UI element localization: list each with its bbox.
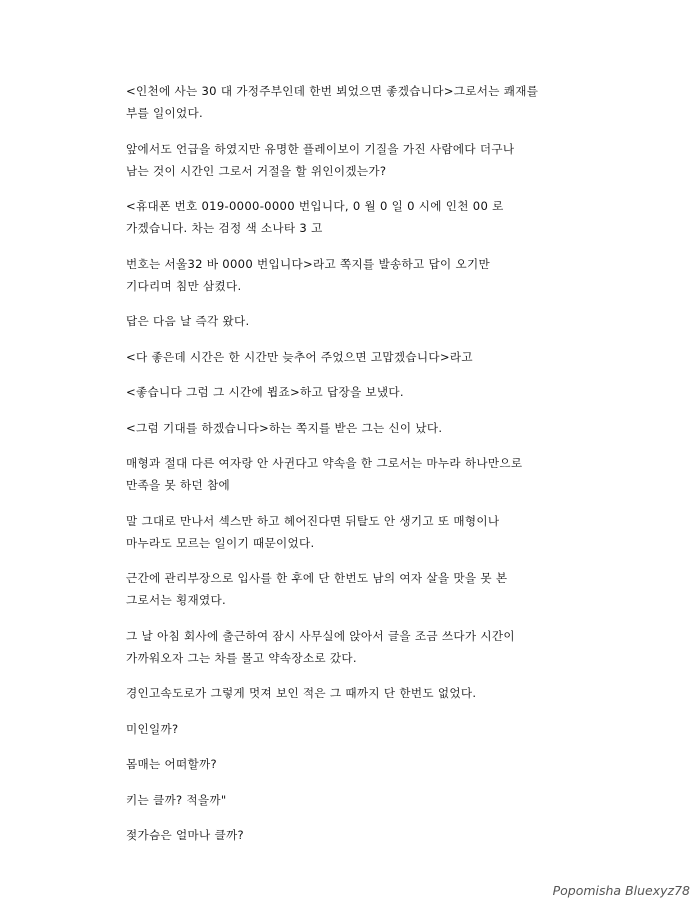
paragraph (126, 346, 586, 368)
document-body (126, 80, 586, 860)
text-line: 기다리며 침만 삼켰다. (126, 278, 242, 293)
text-line: 남는 것이 시간인 그로서 거절을 할 위인이겠는가? (126, 163, 387, 178)
text-line: 미인일까? (126, 721, 179, 736)
paragraph (126, 452, 586, 496)
text-line: 매형과 절대 다른 여자랑 안 사귄다고 약속을 한 그로서는 마누라 하나만으로 (126, 456, 523, 470)
text-line: 키는 클까? 적을까" (126, 792, 227, 807)
text-line: <다 좋은데 시간은 한 시간만 늦추어 주었으면 고맙겠습니다>라고 (126, 349, 473, 364)
text-line: <좋습니다 그럼 그 시간에 뵙죠>하고 답장을 보냈다. (126, 385, 404, 399)
text-line: 그 날 아침 회사에 출근하여 잠시 사무실에 앉아서 글을 조금 쓰다가 시간이 (126, 628, 515, 643)
paragraph (126, 80, 586, 124)
text-line: <휴대폰 번호 019-0000-0000 번입니다, 0 월 0 일 0 시에 인천 00 로 (126, 199, 504, 213)
text-line: 가까워오자 그는 차를 몰고 약속장소로 갔다. (126, 650, 357, 665)
text-line: 부를 일이었다. (126, 106, 203, 120)
text-line: 마누라도 모르는 일이기 때문이었다. (126, 535, 315, 550)
text-line: 앞에서도 언급을 하였지만 유명한 플레이보이 기질을 가진 사람에다 더구나 (126, 141, 515, 156)
paragraph (126, 310, 586, 332)
paragraph (126, 138, 586, 182)
text-line: 번호는 서울32 바 0000 번입니다>라고 쪽지를 발송하고 답이 오기만 (126, 256, 490, 271)
watermark: Popomisha Bluexyz78 (552, 883, 690, 898)
paragraph (126, 510, 586, 554)
text-line: 답은 다음 날 즉각 왔다. (126, 314, 250, 328)
paragraph (126, 789, 586, 811)
paragraph (126, 625, 586, 669)
paragraph (126, 682, 586, 704)
text-line: <인천에 사는 30 대 가정주부인데 한번 뵈었으면 좋겠습니다>그로서는 쾌재를 (126, 84, 539, 98)
text-line: 그로서는 횡재였다. (126, 593, 226, 607)
paragraph (126, 567, 586, 611)
text-line: <그럼 기대를 하겠습니다>하는 쪽지를 받은 그는 신이 났다. (126, 420, 443, 435)
paragraph (126, 753, 586, 775)
text-line: 경인고속도로가 그렇게 멋져 보인 적은 그 때까지 단 한번도 없었다. (126, 686, 477, 700)
paragraph (126, 417, 586, 439)
paragraph (126, 381, 586, 403)
text-line: 근간에 관리부장으로 입사를 한 후에 단 한번도 남의 여자 살을 맛을 못 본 (126, 571, 508, 585)
paragraph (126, 718, 586, 740)
paragraph (126, 824, 586, 846)
text-line: 가겠습니다. 차는 검정 색 소나타 3 고 (126, 221, 323, 235)
paragraph (126, 253, 586, 297)
text-line: 만족을 못 하던 참에 (126, 478, 230, 492)
text-line: 몸매는 어떠할까? (126, 757, 217, 771)
text-line: 말 그대로 만나서 섹스만 하고 헤어진다면 뒤탈도 안 생기고 또 매형이나 (126, 513, 500, 528)
paragraph (126, 195, 586, 239)
text-line: 젖가슴은 얼마나 클까? (126, 828, 244, 842)
